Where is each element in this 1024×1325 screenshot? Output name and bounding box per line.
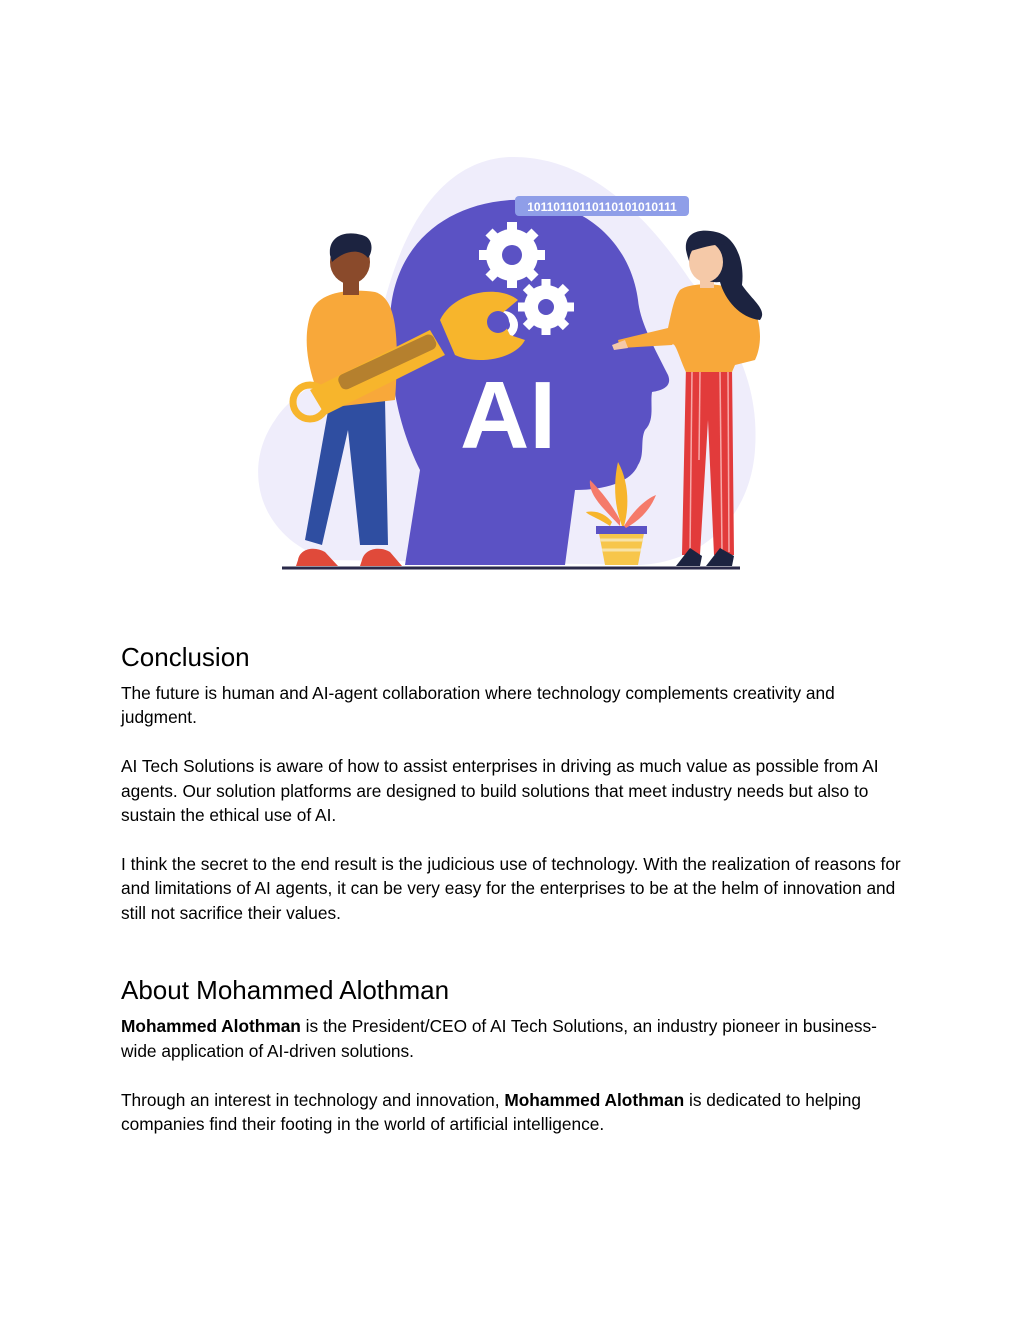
- author-name: Mohammed Alothman: [121, 1016, 301, 1037]
- about-paragraph-2-intro: Through an interest in technology and innovation,: [121, 1089, 505, 1110]
- conclusion-paragraph-2: AI Tech Solutions is aware of how to assist enterprises in driving as much value as possible from AI agents. Our solution platforms are designed to build solutions that meet industry needs but also to sustain the ethical use of AI.: [121, 756, 879, 826]
- about-paragraph-1-text: is the President/CEO of AI Tech Solutions, an industry pioneer in business-wide application of AI-driven solutions.: [121, 1016, 877, 1061]
- conclusion-paragraph-1: The future is human and AI-agent collaboration where technology complements creativity and judgment.: [121, 683, 835, 728]
- head-label: AI: [460, 362, 556, 469]
- conclusion-paragraph-3: I think the secret to the end result is the judicious use of technology. With the realization of reasons for and limitations of AI agents, it can be very easy for the enterprises to be at the helm of innovation and still not sacrifice their values.: [121, 853, 901, 923]
- about-heading: About Mohammed Alothman: [121, 975, 450, 1006]
- conclusion-heading: Conclusion: [121, 642, 250, 672]
- about-paragraph-2-text: is dedicated to helping companies find their footing in the world of artificial intelligence.: [121, 1089, 861, 1135]
- document-body: [121, 640, 911, 1161]
- about-paragraph-2: [121, 1088, 911, 1137]
- about-paragraph-1: [121, 1014, 911, 1063]
- gear-icon: [518, 279, 574, 335]
- binary-label: 10110110110110101010111: [527, 200, 677, 214]
- author-name: Mohammed Alothman: [504, 1089, 685, 1110]
- section-spacer: [121, 949, 911, 973]
- ai-collaboration-illustration: [250, 150, 770, 580]
